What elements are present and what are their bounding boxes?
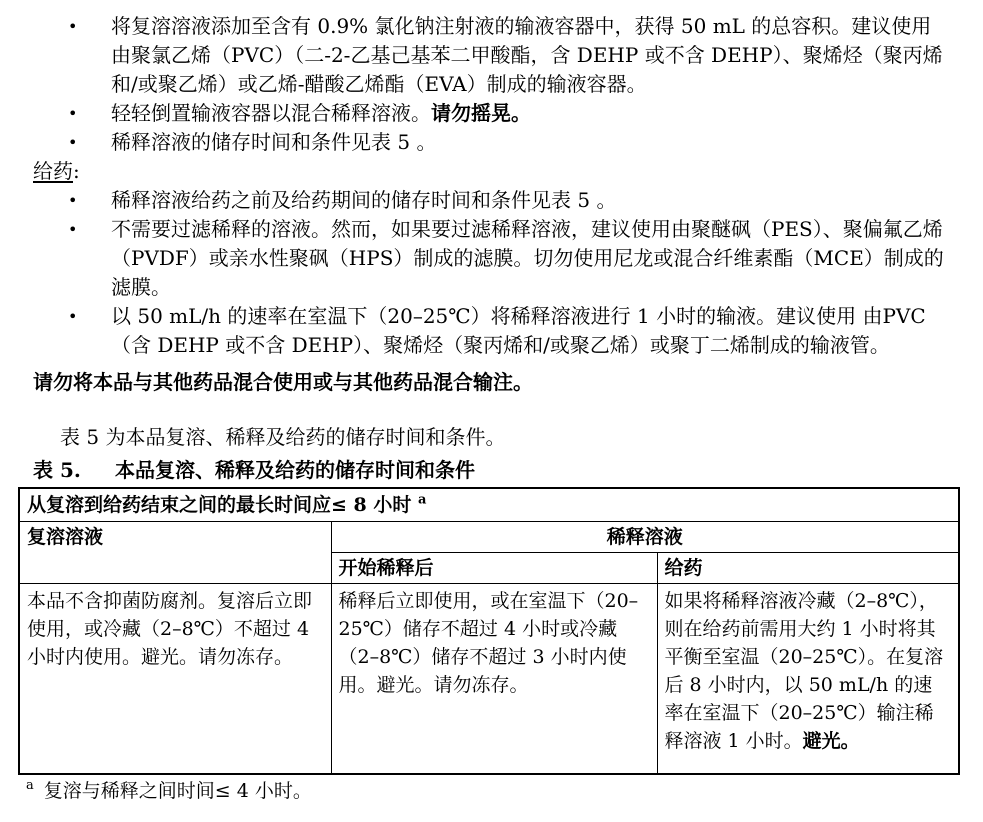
- footnote-marker: a: [26, 778, 34, 794]
- list-item: [0, 128, 983, 157]
- list-item-text: [111, 12, 949, 99]
- group-header-diluted-solution: 稀释溶液: [331, 522, 959, 553]
- table-row: [19, 584, 959, 774]
- cell-administration: [657, 584, 959, 774]
- list-item-text: [111, 302, 949, 360]
- list-item: [0, 215, 983, 302]
- list-item-text-normal: 将复溶溶液添加至含有 0.9% 氯化钠注射液的输液容器中，获得 50 mL 的总容积。建议使用由聚氯乙烯（PVC）（二-2-乙基己基苯二甲酸酯，含 DEHP 或不含 DEHP）、聚烯烃（聚丙烯和/或聚乙烯）或乙烯-醋酸乙烯酯（EVA）制成的输液容器。: [111, 14, 943, 96]
- list-item: [0, 302, 983, 360]
- list-item-text-normal: 稀释溶液的储存时间和条件见表 5 。: [111, 130, 437, 154]
- footnote-marker: a: [418, 492, 427, 508]
- column-header-administration: 给药: [657, 553, 959, 584]
- administration-heading-colon: :: [73, 159, 80, 183]
- table-footnote: [26, 777, 983, 806]
- bullet-icon: •: [68, 220, 78, 239]
- table-caption-label: 表 5.: [33, 458, 81, 482]
- storage-conditions-table: [18, 487, 960, 775]
- bullet-icon: •: [68, 307, 78, 326]
- cell-administration-text: 如果将稀释溶液冷藏（2–8℃），则在给药前需用大约 1 小时将其平衡至室温（20–25℃）。在复溶后 8 小时内，以 50 mL/h 的速率在室温下（20–25℃）输注稀释溶液 1 小时。: [664, 590, 944, 752]
- list-item-text: [111, 99, 949, 128]
- administration-bullet-list: [0, 186, 983, 360]
- cell-administration-bold: 避光。: [802, 730, 860, 752]
- list-item: [0, 99, 983, 128]
- column-header-reconstituted-solution: 复溶溶液: [19, 522, 331, 584]
- administration-heading: [33, 157, 983, 186]
- max-time-text: 从复溶到给药结束之间的最长时间应≤ 8 小时: [27, 494, 418, 516]
- table-caption-title: 本品复溶、稀释及给药的储存时间和条件: [115, 458, 475, 482]
- list-item: [0, 186, 983, 215]
- list-item-text-normal: 不需要过滤稀释的溶液。然而，如果要过滤稀释溶液，建议使用由聚醚砜（PES）、聚偏氟乙烯（PVDF）或亲水性聚砜（HPS）制成的滤膜。切勿使用尼龙或混合纤维素酯（MCE）制成的滤膜。: [111, 217, 944, 299]
- table-row: [19, 522, 959, 553]
- footnote-text: 复溶与稀释之间时间≤ 4 小时。: [43, 779, 312, 802]
- table-row: [19, 488, 959, 522]
- cell-reconstituted-solution: 本品不含抑菌防腐剂。复溶后立即使用，或冷藏（2–8℃）不超过 4 小时内使用。避光。请勿冻存。: [19, 584, 331, 774]
- no-mixing-warning: 请勿将本品与其他药品混合使用或与其他药品混合输注。: [33, 370, 533, 394]
- max-time-cell: [19, 488, 959, 522]
- list-item-text: [111, 128, 949, 157]
- column-header-after-dilution: 开始稀释后: [331, 553, 657, 584]
- bullet-icon: •: [68, 133, 78, 152]
- administration-heading-text: 给药: [33, 159, 73, 183]
- dilution-bullet-list: [0, 12, 983, 157]
- list-item-text: [111, 215, 949, 302]
- list-item: [0, 12, 983, 99]
- table-caption: [33, 456, 983, 485]
- list-item-text: [111, 186, 949, 215]
- list-item-text-normal: 稀释溶液给药之前及给药期间的储存时间和条件见表 5 。: [111, 188, 617, 212]
- list-item-text-normal: 轻轻倒置输液容器以混合稀释溶液。: [111, 101, 431, 125]
- table-intro-text: 表 5 为本品复溶、稀释及给药的储存时间和条件。: [60, 425, 506, 449]
- bullet-icon: •: [68, 17, 78, 36]
- list-item-text-bold: 请勿摇晃。: [431, 101, 531, 125]
- bullet-icon: •: [68, 104, 78, 123]
- list-item-text-normal: 以 50 mL/h 的速率在室温下（20–25℃）将稀释溶液进行 1 小时的输液。建议使用 由PVC（含 DEHP 或不含 DEHP）、聚烯烃（聚丙烯和/或聚乙烯）或聚丁二烯制成的输液管。: [111, 304, 926, 357]
- cell-after-dilution: 稀释后立即使用，或在室温下（20–25℃）储存不超过 4 小时或冷藏（2–8℃）储存不超过 3 小时内使用。避光。请勿冻存。: [331, 584, 657, 774]
- bullet-icon: •: [68, 191, 78, 210]
